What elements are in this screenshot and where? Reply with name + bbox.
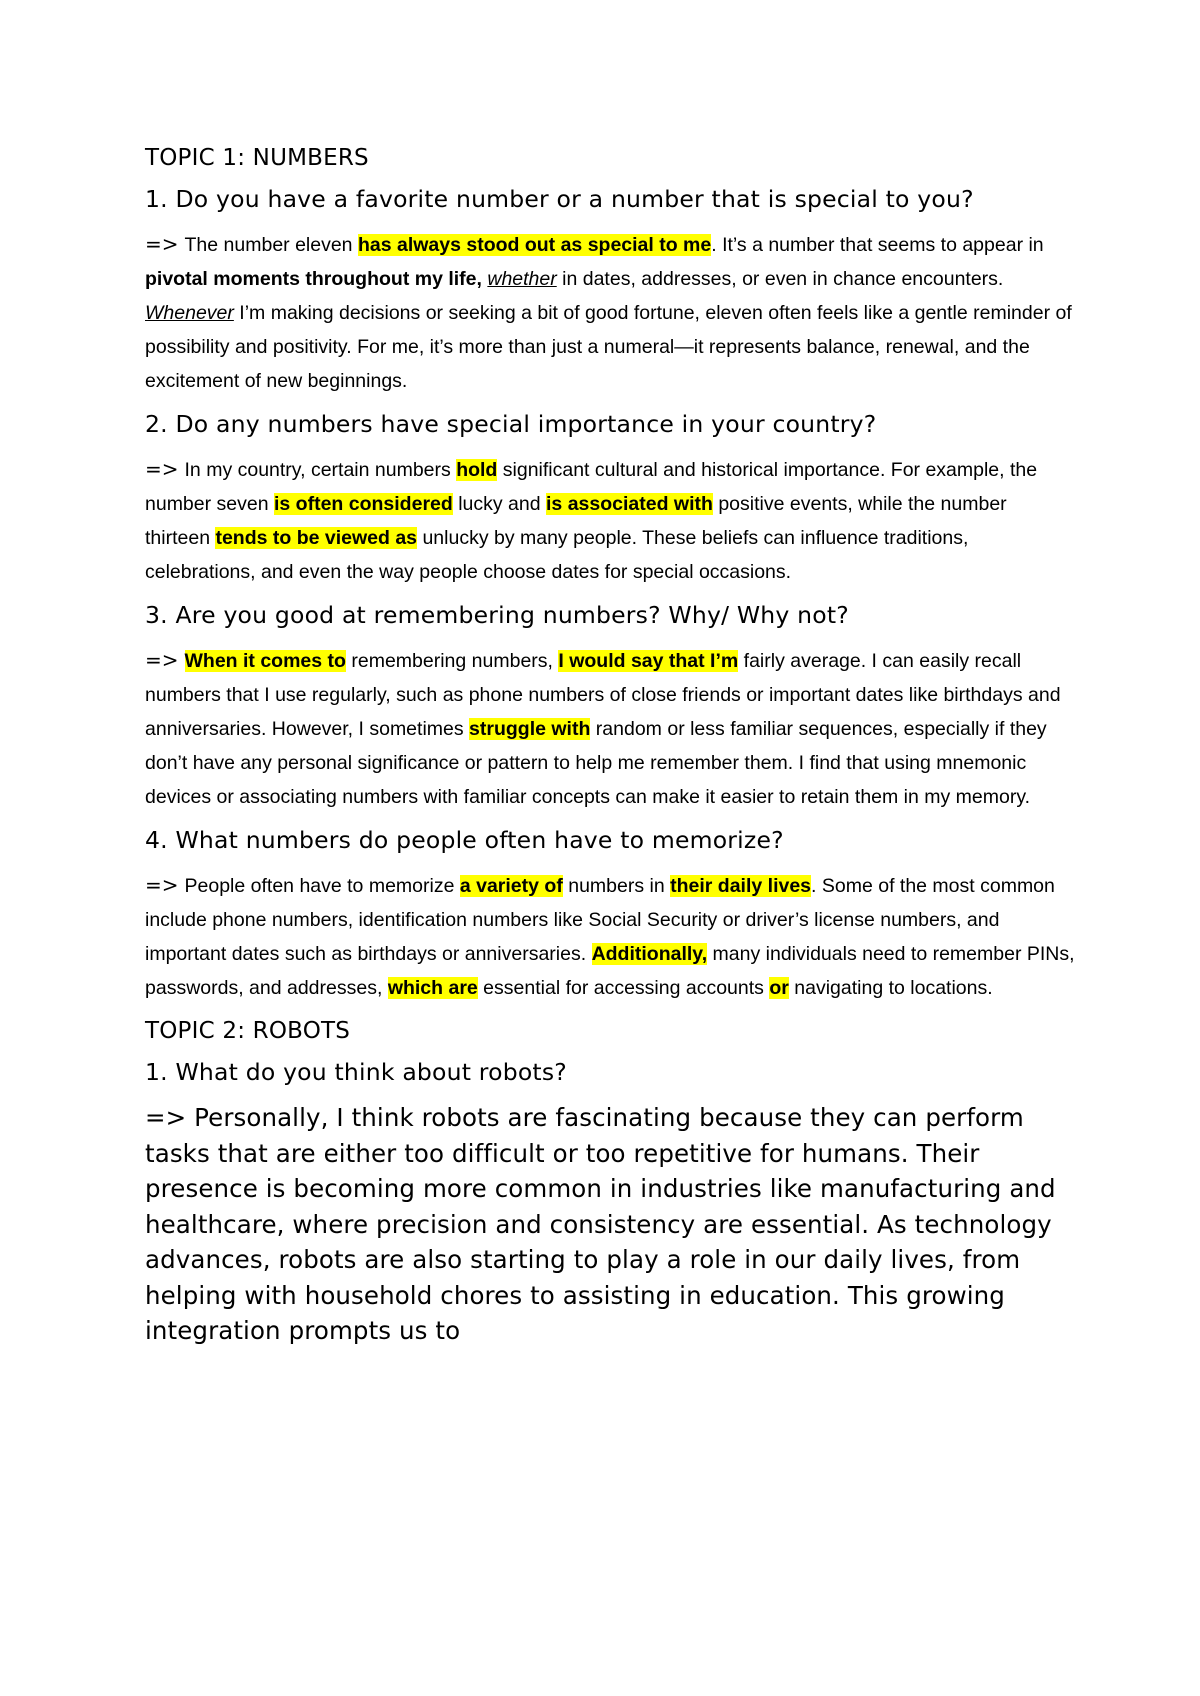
question-robots-1: 1. What do you think about robots?	[145, 1058, 567, 1086]
answer-text: random or less familiar sequences, especially if they don’t have any personal significance or pattern to help me remember them. I find that using mnemonic devices or associating numbers with familiar concepts can make it easier to retain them in my memory.	[145, 718, 1047, 808]
highlighted-phrase: tends to be viewed as	[215, 527, 418, 549]
highlighted-phrase: When it comes to	[184, 650, 346, 672]
highlighted-phrase: hold	[456, 459, 498, 481]
underlined-word: Whenever	[145, 302, 234, 324]
highlighted-phrase: is often considered	[274, 493, 453, 515]
highlighted-phrase: struggle with	[469, 718, 591, 740]
highlighted-phrase: Additionally,	[591, 943, 708, 965]
answer-text: People often have to memorize	[184, 875, 460, 897]
answer-robots-1: => Personally, I think robots are fascinating because they can perform tasks that are either too difficult or too repetitive for humans. Their presence is becoming more common in industries like manufacturing and healthcare, where precision and consistency are essential. As technology advances, robots are also starting to play a role in our daily lives, from helping with household chores to assisting in education. This growing integration prompts us to	[145, 1103, 1056, 1345]
answer-text: In my country, certain numbers	[184, 459, 457, 481]
highlighted-phrase: is associated with	[546, 493, 713, 515]
answer-text: navigating to locations.	[788, 977, 993, 999]
answer-arrow: =>	[145, 648, 179, 672]
answer-arrow: =>	[145, 232, 179, 256]
document-content	[145, 143, 1075, 1349]
answer-text: essential for accessing accounts	[477, 977, 770, 999]
answer-text: I’m making decisions or seeking a bit of good fortune, eleven often feels like a gentle reminder of possibility and positivity. For me, it’s more than just a numeral—it represents balance, renewal, and the excitement of new beginnings.	[145, 302, 1072, 392]
question-3: 3. Are you good at remembering numbers? Why/ Why not?	[145, 601, 849, 629]
answer-text: . It’s a number that seems to appear in	[711, 234, 1044, 256]
answer-text: The number eleven	[184, 234, 358, 256]
answer-text: fairly average. I can easily recall numbers that I use regularly, such as phone numbers of close friends or important dates like birthdays and anniversaries. However, I sometimes	[145, 650, 1061, 740]
highlighted-phrase: a variety of	[459, 875, 563, 897]
highlighted-phrase: I would say that I’m	[558, 650, 739, 672]
answer-text: numbers in	[562, 875, 671, 897]
answer-1	[145, 227, 1075, 398]
answer-arrow: =>	[145, 873, 179, 897]
answer-4	[145, 868, 1075, 1005]
question-1: 1. Do you have a favorite number or a number that is special to you?	[145, 185, 974, 213]
answer-text: in dates, addresses, or even in chance encounters.	[556, 268, 1004, 290]
topic-1-title: TOPIC 1: NUMBERS	[145, 145, 369, 171]
answer-3	[145, 643, 1075, 814]
answer-text: positive events, while the number thirteen	[145, 493, 1007, 549]
answer-text: many individuals need to remember PINs, passwords, and addresses,	[145, 943, 1075, 999]
underlined-word: whether	[487, 268, 557, 290]
answer-text: remembering numbers,	[345, 650, 559, 672]
highlighted-phrase: which are	[387, 977, 478, 999]
question-2: 2. Do any numbers have special importance in your country?	[145, 410, 877, 438]
highlighted-phrase: their daily lives	[670, 875, 812, 897]
answer-text: . Some of the most common include phone numbers, identification numbers like Social Security or driver’s license numbers, and important dates such as birthdays or anniversaries.	[145, 875, 1055, 965]
answer-text: lucky and	[452, 493, 547, 515]
answer-arrow: =>	[145, 457, 179, 481]
question-4: 4. What numbers do people often have to memorize?	[145, 826, 784, 854]
topic-2-title: TOPIC 2: ROBOTS	[145, 1018, 351, 1044]
answer-text: significant cultural and historical importance. For example, the number seven	[145, 459, 1038, 515]
answer-2	[145, 452, 1075, 589]
highlighted-phrase: has always stood out as special to me	[357, 234, 712, 256]
highlighted-phrase: or	[769, 977, 789, 999]
answer-text: unlucky by many people. These beliefs can influence traditions, celebrations, and even the way people choose dates for special occasions.	[145, 527, 969, 583]
bold-phrase: pivotal moments throughout my life,	[145, 268, 482, 290]
